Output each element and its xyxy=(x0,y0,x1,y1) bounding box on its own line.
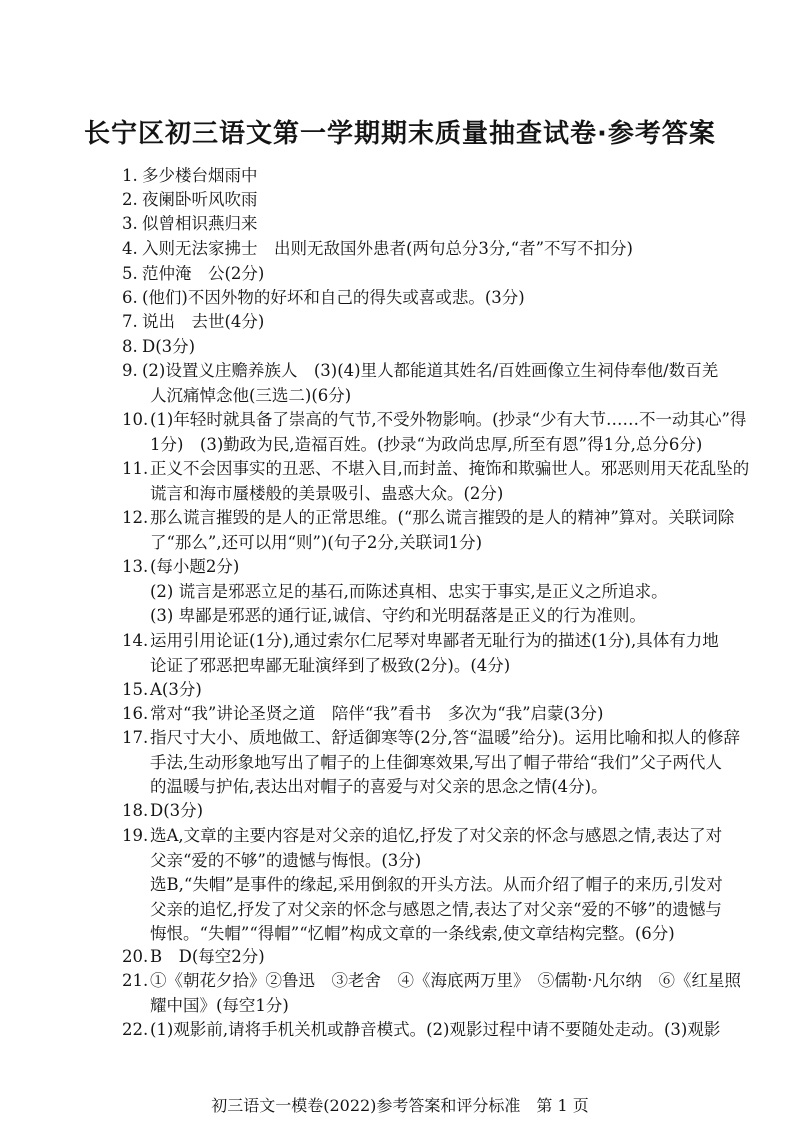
answer-text: (2)设置义庄赡养族人 (3)(4)里人都能道其姓名/百姓画像立生祠侍奉他/数百羌 xyxy=(142,361,719,380)
answer-number: 18. xyxy=(122,801,149,820)
answer-number: 5. xyxy=(122,264,138,283)
answer-line: 选B,“失帽”是事件的缘起,采用倒叙的开头方法。从而介绍了帽子的来历,引发对 xyxy=(150,875,723,894)
answer-number: 6. xyxy=(122,288,138,307)
answer-line: 父亲“爱的不够”的遗憾与悔恨。(3分) xyxy=(150,850,422,870)
answer-text: 常对“我”讲论圣贤之道 陪伴“我”看书 多次为“我”启蒙(3分) xyxy=(150,704,604,723)
answer-text: (他们)不因外物的好坏和自己的得失或喜或悲。(3分) xyxy=(142,288,525,307)
answer-number: 22. xyxy=(122,1020,149,1039)
answer-text: 夜阑卧听风吹雨 xyxy=(142,190,258,209)
answer-item xyxy=(122,311,264,333)
answer-text: B D(每空2分) xyxy=(150,947,265,966)
answer-item xyxy=(122,825,722,847)
answer-number: 10. xyxy=(122,410,149,429)
answer-text: A(3分) xyxy=(150,680,202,699)
answer-number: 14. xyxy=(122,631,149,650)
answer-number: 19. xyxy=(122,826,149,845)
answer-text: D(3分) xyxy=(142,337,196,356)
answer-line: 谎言和海市蜃楼般的美景吸引、蛊惑大众。(2分) xyxy=(150,483,504,503)
answer-line: 人沉痛悼念他(三选二)(6分) xyxy=(150,385,352,405)
answer-item xyxy=(122,1019,720,1041)
answer-item xyxy=(122,946,265,968)
answer-text: 选A,文章的主要内容是对父亲的追忆,抒发了对父亲的怀念与感恩之情,表达了对 xyxy=(150,826,723,845)
answer-item xyxy=(122,189,258,211)
answer-number: 9. xyxy=(122,361,138,380)
answer-number: 21. xyxy=(122,971,149,990)
answer-item xyxy=(122,165,258,187)
answer-line: 的温暖与护佑,表达出对帽子的喜爱与对父亲的思念之情(4分)。 xyxy=(150,777,608,796)
answer-item xyxy=(122,287,525,309)
answer-line: 父亲的追忆,抒发了对父亲的怀念与感恩之情,表达了对父亲“爱的不够”的遗憾与 xyxy=(150,899,722,919)
answer-number: 15. xyxy=(122,680,149,699)
answer-item xyxy=(122,336,195,358)
answer-item xyxy=(122,458,749,480)
answer-text: (每小题2分) xyxy=(150,557,240,576)
answer-line: 论证了邪恶把卑鄙无耻演绎到了极致(2分)。(4分) xyxy=(150,655,511,675)
answer-line: (3) 卑鄙是邪恶的通行证,诚信、守约和光明磊落是正义的行为准则。 xyxy=(150,606,646,625)
answer-item xyxy=(122,727,740,749)
answer-number: 11. xyxy=(122,459,149,478)
answer-line: 1分) (3)勤政为民,造福百姓。(抄录“为政尚忠厚,所至有恩”得1分,总分6分) xyxy=(150,434,703,454)
answer-item xyxy=(122,238,633,260)
answer-item xyxy=(122,360,718,382)
answer-number: 13. xyxy=(122,557,149,576)
answer-number: 7. xyxy=(122,312,138,331)
answer-text: 入则无法家拂士 出则无敌国外患者(两句总分3分,“者”不写不扣分) xyxy=(142,239,633,258)
page-footer: 初三语文一模卷(2022)参考答案和评分标准 第 1 页 xyxy=(211,1096,589,1115)
answer-item xyxy=(122,800,203,822)
answer-text: 说出 去世(4分) xyxy=(142,312,265,331)
answer-line: (2) 谎言是邪恶立足的基石,而陈述真相、忠实于事实,是正义之所追求。 xyxy=(150,581,668,601)
answer-line: 手法,生动形象地写出了帽子的上佳御寒效果,写出了帽子带给“我们”父子两代人 xyxy=(150,752,722,772)
answer-item xyxy=(122,213,258,235)
answer-item xyxy=(122,263,264,285)
answer-item xyxy=(122,556,239,578)
answer-item xyxy=(122,409,746,431)
answer-text: 多少楼台烟雨中 xyxy=(142,166,258,185)
answer-item xyxy=(122,507,734,529)
answer-text: 正义不会因事实的丑恶、不堪入目,而封盖、掩饰和欺骗世人。邪恶则用天花乱坠的 xyxy=(150,459,750,478)
answer-text: 似曾相识燕归来 xyxy=(142,214,258,233)
answer-item xyxy=(122,630,719,652)
answer-text: 那么谎言摧毁的是人的正常思维。(“那么谎言摧毁的是人的精神”算对。关联词除 xyxy=(150,508,735,527)
answer-line: 耀中国》(每空1分) xyxy=(150,995,289,1015)
answer-item xyxy=(122,679,202,701)
answer-line: 了“那么”,还可以用“则”)(句子2分,关联词1分) xyxy=(150,532,483,552)
answer-text: (1)观影前,请将手机关机或静音模式。(2)观影过程中请不要随处走动。(3)观影 xyxy=(150,1020,721,1039)
answer-text: D(3分) xyxy=(150,801,204,820)
answer-item xyxy=(122,970,741,992)
answer-number: 16. xyxy=(122,704,149,723)
answer-text: 范仲淹 公(2分) xyxy=(142,264,265,283)
answer-number: 1. xyxy=(122,166,138,185)
answer-number: 2. xyxy=(122,190,138,209)
answer-number: 8. xyxy=(122,337,138,356)
answer-number: 4. xyxy=(122,239,138,258)
answer-line: 悔恨。“失帽”“得帽”“忆帽”构成文章的一条线索,使文章结构完整。(6分) xyxy=(150,924,675,943)
answer-number: 20. xyxy=(122,947,149,966)
answer-item xyxy=(122,703,603,725)
answer-number: 17. xyxy=(122,728,149,747)
answer-text: 指尺寸大小、质地做工、舒适御寒等(2分,答“温暖”给分)。运用比喻和拟人的修辞 xyxy=(150,728,740,747)
page-title: 长宁区初三语文第一学期期末质量抽查试卷·参考答案 xyxy=(84,119,716,149)
answer-text: 运用引用论证(1分),通过索尔仁尼琴对卑鄙者无耻行为的描述(1分),具体有力地 xyxy=(150,631,719,650)
answer-text: ①《朝花夕拾》②鲁迅 ③老舍 ④《海底两万里》 ⑤儒勒·凡尔纳 ⑥《红星照 xyxy=(150,971,741,990)
answer-text: (1)年轻时就具备了崇高的气节,不受外物影响。(抄录“少有大节……不一动其心”得 xyxy=(150,410,747,429)
answer-number: 12. xyxy=(122,508,149,527)
answer-number: 3. xyxy=(122,214,138,233)
